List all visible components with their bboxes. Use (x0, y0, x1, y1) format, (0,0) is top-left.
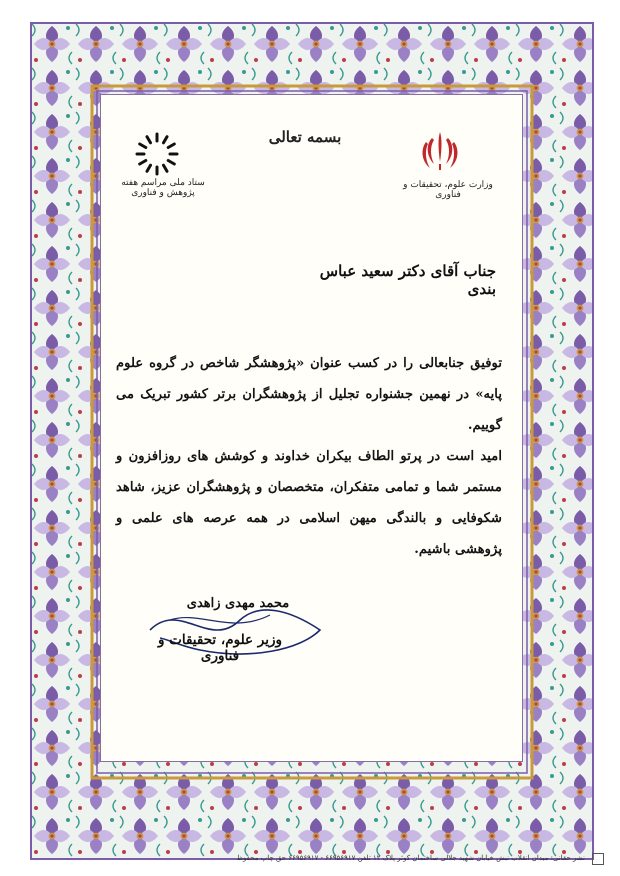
research-week-hq-name: ستاد ملی مراسم هفته پژوهش و فناوری (121, 178, 205, 198)
body-paragraph-hope: امید است در پرتو الطاف بیکران خداوند و کوشش های روزافزون و مستمر شما و تمامی متفکران، متخصصان و پژوهشگران عزیز، شاهد شکوفایی و بالندگی میهن اسلامی در همه عرصه های علمی و پژوهشی باشیم. (116, 449, 502, 557)
circular-sunburst-logo-icon (133, 130, 181, 178)
body-paragraph-congratulation: توفیق جنابعالی را در کسب عنوان «پژوهشگر شاخص در گروه علوم پایه» در نهمین جشنواره تجلیل از پژوهشگران برتر کشور تبریک می گوییم. (116, 356, 502, 433)
recipient-line: جناب آقای دکتر سعید عباس بندی (319, 262, 496, 298)
certificate-body (116, 348, 502, 565)
publisher-mark-icon (592, 853, 604, 865)
signatory-title: وزیر علوم، تحقیقات و فناوری (157, 632, 283, 664)
ministry-name: وزارت علوم، تحقیقات و فناوری (403, 180, 493, 200)
emblem-of-iran-icon (420, 128, 460, 178)
signatory-name: محمد مهدی زاهدی (186, 596, 290, 611)
publisher-footer: نشر حقانی: میدان انقلاب نبش خیابان شهید جلالی ساختمان کوثر پلاک ۱۲ تلفن ۶۶۹۵۶۹۱۷ - ۶۶۹۵۶۹۱۷ حق چاپ محفوظ (236, 854, 585, 862)
basmala-heading: بسمه تعالی (268, 128, 342, 146)
